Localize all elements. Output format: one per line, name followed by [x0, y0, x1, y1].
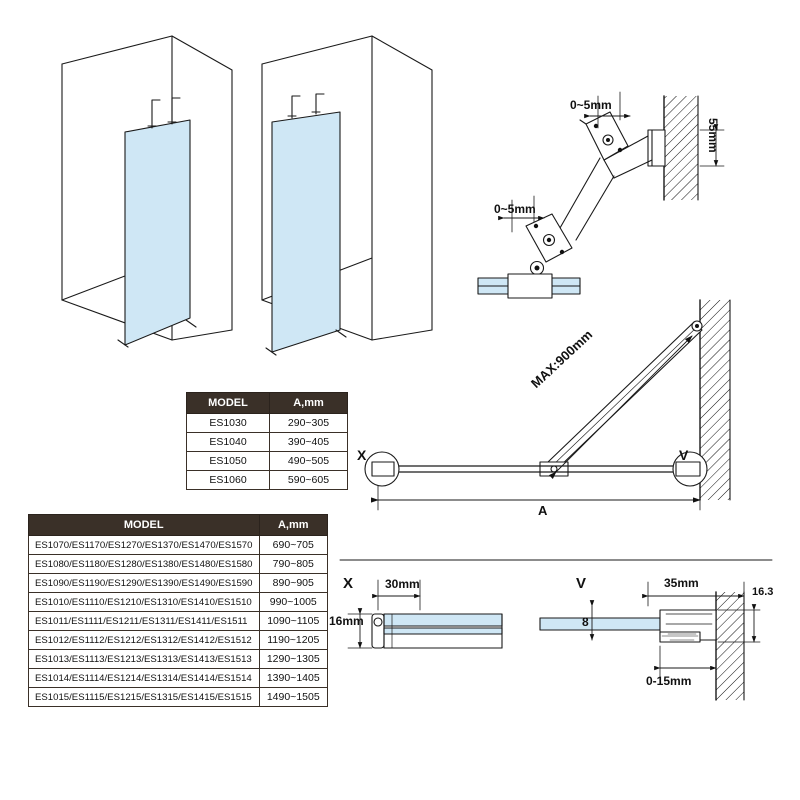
- table-row: ES1013/ES1113/ES1213/ES1313/ES1413/ES1513 1290~1305: [29, 650, 328, 669]
- table-row: ES1012/ES1112/ES1212/ES1312/ES1412/ES1512 1190~1205: [29, 631, 328, 650]
- table-row: ES1050 490~505: [187, 452, 348, 471]
- label-detail-x-plan: X: [357, 447, 367, 463]
- model-table-large: [28, 514, 328, 707]
- label-wall-profile-height: 16.3: [752, 586, 774, 598]
- col-model: MODEL: [29, 515, 260, 536]
- label-detail-x-section: X: [343, 575, 354, 592]
- table-row: ES1030 290~305: [187, 414, 348, 433]
- table-row: ES1090/ES1190/ES1290/ES1390/ES1490/ES1590 890~905: [29, 574, 328, 593]
- table-row: ES1060 590~605: [187, 471, 348, 490]
- perspective-enclosure-1: [62, 36, 232, 347]
- table-row: ES1011/ES1111/ES1211/ES1311/ES1411/ES1511 1090~1105: [29, 612, 328, 631]
- label-max-length: MAX:900mm: [528, 326, 596, 391]
- label-adjust-range: 0-15mm: [646, 674, 692, 688]
- col-a: A,mm: [259, 515, 327, 536]
- table-row: ES1080/ES1180/ES1280/ES1380/ES1480/ES1580 790~805: [29, 555, 328, 574]
- table-header-row: [29, 515, 328, 536]
- model-table-small: [186, 392, 348, 490]
- label-profile-width: 30mm: [385, 577, 420, 591]
- table-row: ES1014/ES1114/ES1214/ES1314/ES1414/ES1514 1390~1405: [29, 669, 328, 688]
- col-model: MODEL: [187, 393, 270, 414]
- label-eight: 8: [582, 615, 589, 629]
- label-bracket-height: 55mm: [706, 118, 720, 153]
- label-gap-mid: 0~5mm: [494, 202, 536, 216]
- perspective-enclosure-2: [262, 36, 432, 355]
- label-gap-top: 0~5mm: [570, 98, 612, 112]
- table-row: ES1070/ES1170/ES1270/ES1370/ES1470/ES1570 690~705: [29, 536, 328, 555]
- label-detail-v-plan: V: [679, 447, 689, 463]
- label-glass-thickness: 16mm: [329, 614, 364, 628]
- table-row: ES1040 390~405: [187, 433, 348, 452]
- label-detail-v-section: V: [576, 575, 587, 592]
- label-dim-a: A: [538, 503, 548, 518]
- glass-panel-2: [272, 112, 340, 352]
- bracket-detail: [478, 92, 724, 298]
- label-wall-profile-width: 35mm: [664, 576, 699, 590]
- glass-panel-1: [125, 120, 190, 345]
- table-row: ES1010/ES1110/ES1210/ES1310/ES1410/ES1510 990~1005: [29, 593, 328, 612]
- table-row: ES1015/ES1115/ES1215/ES1315/ES1415/ES1515 1490~1505: [29, 688, 328, 707]
- table-header-row: [187, 393, 348, 414]
- col-a: A,mm: [270, 393, 348, 414]
